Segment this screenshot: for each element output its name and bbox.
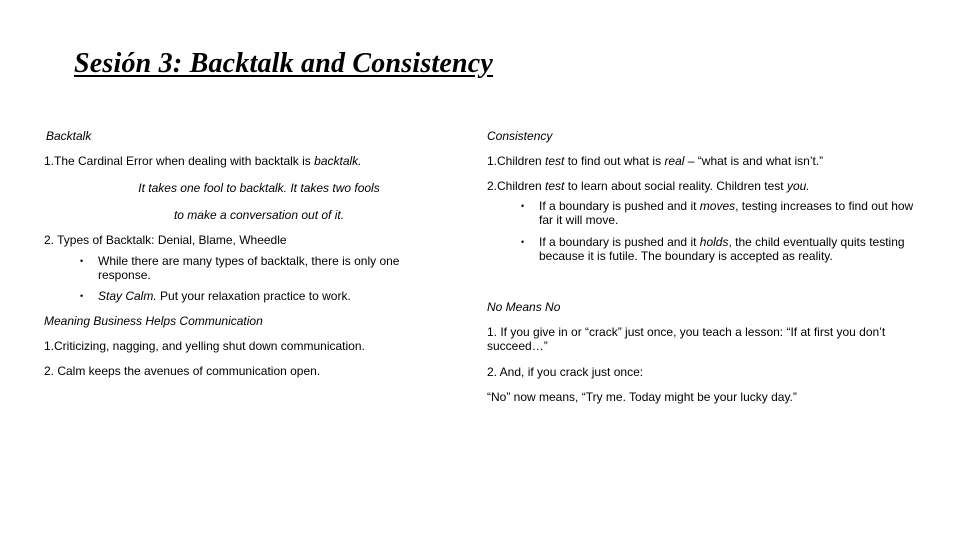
consistency-item-2: [487, 179, 810, 193]
consistency-item-1: [487, 154, 823, 168]
bullet-icon: •: [521, 237, 525, 247]
backtalk-heading: Backtalk: [46, 129, 92, 143]
slide-title: Sesión 3: Backtalk and Consistency: [74, 48, 494, 79]
consistency-heading: Consistency: [487, 129, 553, 143]
consistency-item-1-text-a: 1.Children: [487, 154, 546, 168]
consistency-item-1-emphasis-1: test: [545, 154, 565, 168]
consistency-item-2-emphasis-1: test: [545, 179, 565, 193]
consistency-bullet-2-text-a: If a boundary is pushed and it: [539, 235, 700, 249]
communication-subheading: Meaning Business Helps Communication: [44, 314, 263, 328]
no-means-no-quote: “No” now means, “Try me. Today might be your lucky day.”: [487, 390, 797, 404]
backtalk-bullet-1: [80, 254, 440, 282]
backtalk-item-1-text: 1.The Cardinal Error when dealing with backtalk is: [44, 154, 315, 168]
backtalk-item-2: 2. Types of Backtalk: Denial, Blame, Wheedle: [44, 233, 287, 247]
consistency-bullet-2: [521, 235, 921, 263]
consistency-bullet-2-emphasis: holds: [699, 235, 729, 249]
consistency-bullet-1-emphasis: moves: [699, 199, 736, 213]
no-means-no-item-2: 2. And, if you crack just once:: [487, 365, 644, 379]
consistency-item-1-text-b: to find out what is: [564, 154, 665, 168]
consistency-bullet-2-text-b: , the child eventually quits testing because it is futile. The boundary is accepted as reality.: [539, 235, 905, 263]
no-means-no-subheading: No Means No: [487, 300, 561, 314]
backtalk-bullet-1-text: While there are many types of backtalk, there is only one response.: [98, 254, 400, 282]
quote-line-2: to make a conversation out of it.: [173, 208, 345, 222]
backtalk-bullet-2: [80, 289, 440, 303]
consistency-item-2-emphasis-2: you.: [786, 179, 810, 193]
bullet-icon: •: [80, 291, 84, 301]
bullet-icon: •: [521, 201, 525, 211]
quote-line-1: It takes one fool to backtalk. It takes two fools: [138, 181, 380, 195]
consistency-item-1-text-c: – “what is and what isn’t.”: [684, 154, 824, 168]
communication-item-2: 2. Calm keeps the avenues of communication open.: [44, 364, 321, 378]
consistency-bullet-1-text-b: , testing increases to find out how far it will move.: [539, 199, 914, 227]
backtalk-item-1: [44, 154, 362, 168]
bullet-icon: •: [80, 256, 84, 266]
consistency-item-2-text-a: 2.Children: [487, 179, 546, 193]
backtalk-bullet-2-emphasis: Stay Calm.: [98, 289, 157, 303]
consistency-bullet-1-text-a: If a boundary is pushed and it: [539, 199, 700, 213]
no-means-no-item-1: 1. If you give in or “crack” just once, you teach a lesson: “If at first you don’t succeed…”: [487, 325, 886, 353]
communication-item-1: 1.Criticizing, nagging, and yelling shut down communication.: [44, 339, 365, 353]
consistency-item-1-emphasis-2: real: [664, 154, 685, 168]
consistency-item-2-text-b: to learn about social reality. Children test: [564, 179, 787, 193]
backtalk-item-1-emphasis: backtalk.: [314, 154, 362, 168]
consistency-bullet-1: [521, 199, 921, 227]
backtalk-bullet-2-text: Put your relaxation practice to work.: [156, 289, 351, 303]
